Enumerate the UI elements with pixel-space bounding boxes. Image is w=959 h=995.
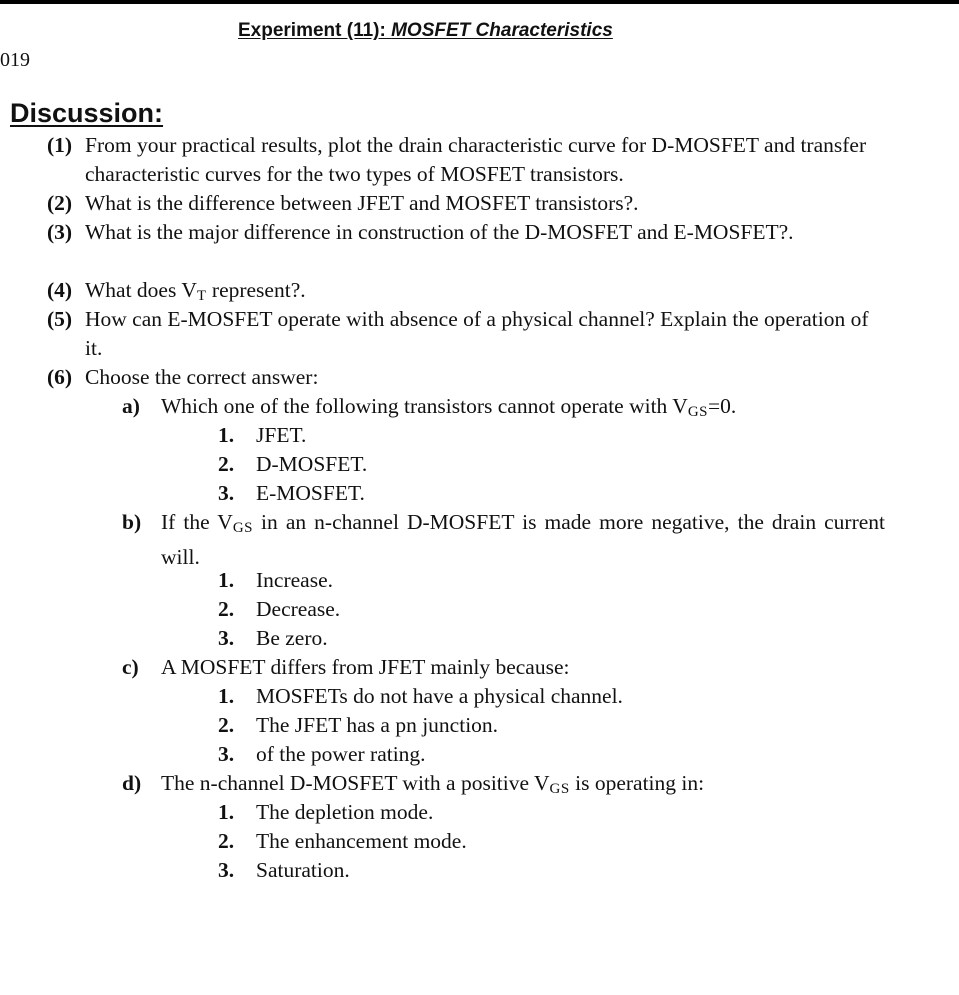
option-number: 2.	[218, 597, 235, 621]
option-d-1	[218, 798, 433, 827]
option-text: MOSFETs do not have a physical channel.	[256, 684, 623, 708]
section-heading: Discussion:	[10, 98, 164, 128]
question-number: (5)	[47, 307, 73, 331]
sub-question-label: a)	[122, 394, 140, 418]
option-b-3	[218, 624, 328, 653]
sub-question-b	[122, 508, 885, 572]
voltage-subscript: T	[196, 288, 207, 304]
question-6	[47, 363, 885, 392]
option-text: E-MOSFET.	[256, 481, 365, 505]
option-b-2	[218, 595, 340, 624]
experiment-title-prefix: Experiment (11):	[238, 20, 392, 41]
option-number: 2.	[218, 452, 235, 476]
option-c-1	[218, 682, 623, 711]
option-text: The depletion mode.	[256, 800, 434, 824]
option-number: 3.	[218, 742, 235, 766]
sub-question-text-part: =0.	[708, 394, 737, 418]
option-c-2	[218, 711, 498, 740]
question-number: (6)	[47, 365, 73, 389]
option-d-2	[218, 827, 467, 856]
question-text: What is the major difference in construction of the D-MOSFET and E-MOSFET?.	[85, 220, 794, 244]
question-1	[47, 131, 885, 189]
sub-question-text-part: is operating in:	[569, 771, 705, 795]
option-text: The enhancement mode.	[256, 829, 467, 853]
sub-question-c	[122, 653, 885, 682]
question-text: How can E-MOSFET operate with absence of a physical channel? Explain the operation of it.	[85, 307, 869, 360]
page-number: 019	[0, 49, 30, 71]
option-b-1	[218, 566, 333, 595]
experiment-title	[238, 19, 613, 43]
option-number: 2.	[218, 713, 235, 737]
question-2	[47, 189, 885, 218]
sub-question-label: c)	[122, 655, 139, 679]
option-a-2	[218, 450, 367, 479]
option-text: Be zero.	[256, 626, 328, 650]
option-number: 1.	[218, 568, 235, 592]
experiment-title-subject: MOSFET Characteristics	[391, 20, 613, 41]
sub-question-label: b)	[122, 510, 142, 534]
sub-question-text-part: If the V	[161, 510, 233, 534]
option-a-3	[218, 479, 365, 508]
option-a-1	[218, 421, 306, 450]
sub-question-text-part: The n-channel D-MOSFET with a positive V	[161, 771, 550, 795]
option-text: Increase.	[256, 568, 333, 592]
question-5	[47, 305, 885, 363]
option-text: Decrease.	[256, 597, 341, 621]
option-number: 2.	[218, 829, 235, 853]
question-number: (4)	[47, 278, 73, 302]
option-number: 1.	[218, 800, 235, 824]
header-rule	[0, 0, 959, 4]
option-number: 3.	[218, 626, 235, 650]
option-number: 3.	[218, 481, 235, 505]
question-number: (3)	[47, 220, 73, 244]
option-text: The JFET has a pn junction.	[256, 713, 499, 737]
voltage-subscript: GS	[549, 781, 570, 797]
option-number: 1.	[218, 423, 235, 447]
question-text: Choose the correct answer:	[85, 365, 319, 389]
option-text: JFET.	[256, 423, 307, 447]
voltage-subscript: GS	[232, 520, 254, 536]
question-number: (1)	[47, 133, 73, 157]
sub-question-text-part: in an n-channel D-MOSFET is made more negative, the drain current will.	[161, 510, 885, 569]
sub-question-text-part: Which one of the following transistors cannot operate with V	[161, 394, 688, 418]
option-text: Saturation.	[256, 858, 350, 882]
option-text: of the power rating.	[256, 742, 426, 766]
question-number: (2)	[47, 191, 73, 215]
option-number: 1.	[218, 684, 235, 708]
sub-question-text: A MOSFET differs from JFET mainly because:	[161, 655, 570, 679]
sub-question-label: d)	[122, 771, 142, 795]
voltage-subscript: GS	[687, 404, 709, 420]
option-d-3	[218, 856, 350, 885]
question-text-part: represent?.	[206, 278, 306, 302]
option-text: D-MOSFET.	[256, 452, 368, 476]
option-c-3	[218, 740, 426, 769]
option-number: 3.	[218, 858, 235, 882]
sub-question-text	[161, 508, 885, 572]
question-text: What is the difference between JFET and MOSFET transistors?.	[85, 191, 639, 215]
question-3	[47, 218, 885, 247]
question-text: From your practical results, plot the drain characteristic curve for D-MOSFET and transfer characteristic curves for the two types of MOSFET transistors.	[85, 133, 867, 186]
question-text-part: What does V	[85, 278, 197, 302]
